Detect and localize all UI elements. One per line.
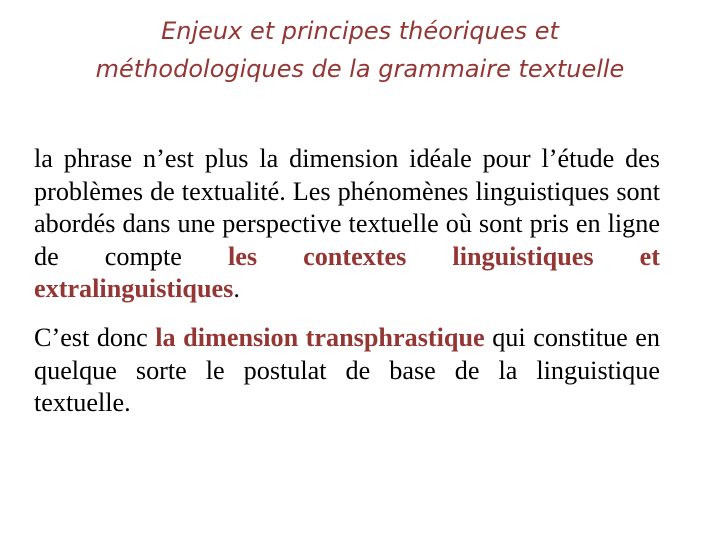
paragraph-1-end: . — [233, 274, 240, 304]
paragraph-1 — [34, 143, 660, 306]
title-line-2: méthodologiques de la grammaire textuelle — [95, 55, 625, 83]
title-line-1: Enjeux et principes théoriques et — [161, 17, 559, 45]
paragraph-2-highlight: la dimension transphrastique — [155, 322, 485, 352]
paragraph-1-highlight: les contextes linguistiques et extralinguistiques — [34, 241, 661, 304]
paragraph-1-text: la phrase n’est plus la dimension idéale pour l’étude des problèmes de textualité. Les phénomènes linguistiques sont abordés dans une perspective textuelle où sont pris en ligne de compte — [34, 144, 660, 271]
paragraph-2 — [34, 322, 660, 420]
slide-title — [40, 12, 680, 88]
paragraph-2-text: C’est donc — [34, 322, 156, 352]
paragraph-2-end: qui constitue en quelque sorte le postulat de base de la linguistique textuelle. — [34, 322, 660, 418]
slide-body — [34, 143, 660, 420]
